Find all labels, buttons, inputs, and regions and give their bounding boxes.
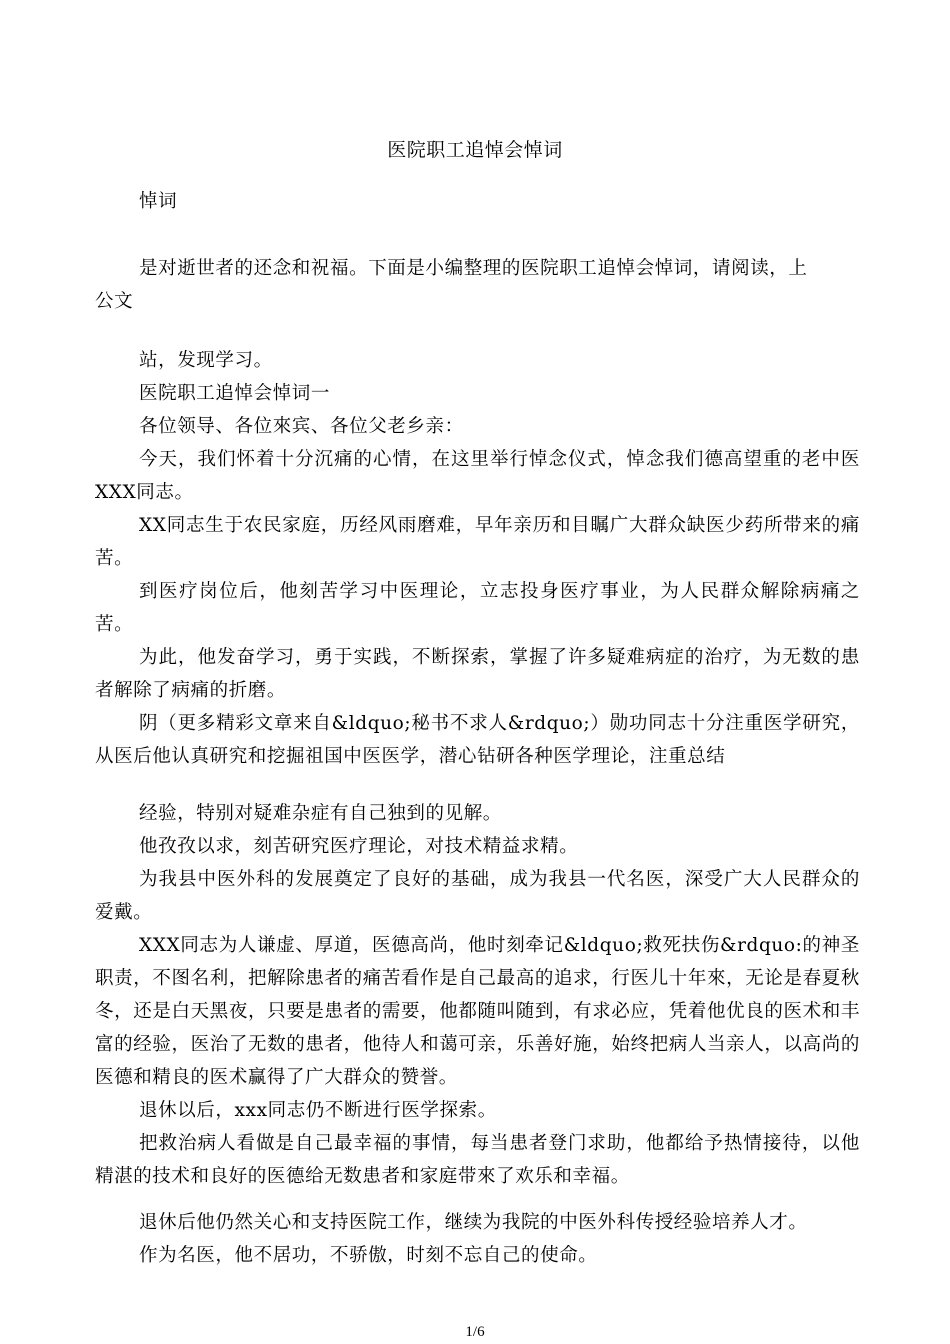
paragraph-pursuit: 他孜孜以求，刻苦研究医疗理论，对技术精益求精。 [139, 836, 579, 857]
experience-block [95, 797, 860, 1193]
paragraph-experience: 经验，特别对疑难杂症有自己独到的见解。 [139, 803, 502, 824]
paragraph-today: 今天，我们怀着十分沉痛的心情，在这里举行悼念仪式，悼念我们德高望重的老中医XXX同志。 [95, 449, 860, 503]
page-number: 1/6 [465, 1324, 485, 1340]
main-block [95, 344, 860, 773]
closing-block [95, 1206, 860, 1272]
intro-continued-block [95, 252, 860, 318]
paragraph-site: 站，发现学习。 [139, 350, 273, 371]
paragraph-eulogy-label: 悼词 [139, 191, 178, 212]
paragraph-study: 为此，他发奋学习，勇于实践，不断探索，掌握了许多疑难病症的治疗，为无数的患者解除了病痛的折磨。 [95, 647, 860, 701]
paragraph-intro-tail: 公文 [95, 291, 134, 312]
paragraph-salutation: 各位领导、各位來宾、各位父老乡亲： [139, 416, 464, 437]
document-title: 医院职工追悼会悼词 [387, 139, 563, 161]
section-heading: 医院职工追悼会悼词一 [139, 383, 331, 404]
paragraph-research: 阴（更多精彩文章来自&ldquo;秘书不求人&rdquo;）勋功同志十分注重医学研究，从医后他认真研究和挖掘祖国中医医学，潜心钻研各种医学理论，注重总结 [95, 713, 860, 767]
paragraph-character: XXX同志为人谦虚、厚道，医德高尚，他时刻牵记&ldquo;救死扶伤&rdquo:的神圣职责，不图名利，把解除患者的痛苦看作是自己最高的追求，行医儿十年來，无论是春夏秋冬，还是白天黑夜，只要是患者的需要，他都随叫随到，有求必应，凭着他优良的医术和丰富的经验，医治了无数的患者，他待人和蔼可亲，乐善好施，始终把病人当亲人，以高尚的医德和精良的医术赢得了广大群众的赞誉。 [95, 935, 860, 1088]
paragraph-post: 到医疗岗位后，他刻苦学习中医理论，立志投身医疗事业，为人民群众解除病痛之苦。 [95, 581, 860, 635]
intro-block [95, 185, 860, 218]
paragraph-foundation: 为我县中医外科的发展奠定了良好的基础，成为我县一代名医，深受广大人民群众的爱戴。 [95, 869, 860, 923]
paragraph-retirement: 退休以后，xxx同志仍不断进行医学探索。 [139, 1100, 497, 1121]
paragraph-mission: 作为名医，他不居功，不骄傲，时刻不忘自己的使命。 [139, 1245, 598, 1266]
paragraph-intro: 是对逝世者的还念和祝福。下面是小编整理的医院职工追悼会悼词，请阅读，上 [139, 258, 808, 279]
paragraph-happiness: 把救治病人看做是自己最幸福的事情，每当患者登门求助，他都给予热情接待，以他精湛的技术和良好的医德给无数患者和家庭带來了欢乐和幸福。 [95, 1133, 860, 1187]
paragraph-birth: XX同志生于农民家庭，历经风雨磨难，早年亲历和目瞩广大群众缺医少药所带来的痛苦。 [95, 515, 860, 569]
paragraph-support: 退休后他仍然关心和支持医院工作，继续为我院的中医外科传授经验培养人才。 [139, 1212, 808, 1233]
